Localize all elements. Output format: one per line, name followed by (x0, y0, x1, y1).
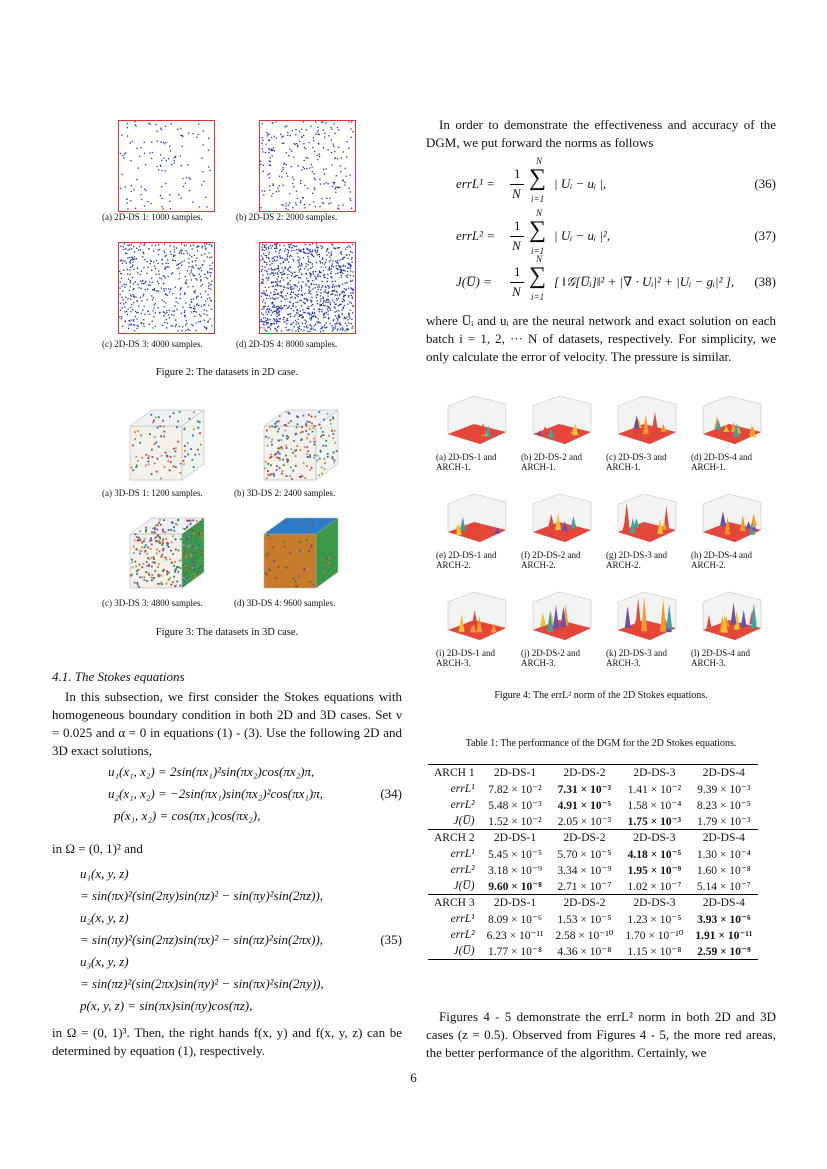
table-cell: 3.93 × 10⁻⁶ (697, 914, 751, 926)
eq38-frac-den: N (512, 284, 521, 299)
surface-plot-2 (521, 392, 595, 472)
table-cell: 6.23 × 10⁻¹¹ (486, 930, 544, 942)
eq35-line7: p(x, y, z) = sin(πx)sin(πy)cos(πz), (80, 998, 253, 1013)
norms-intro: In order to demonstrate the effectiveness and accuracy of the DGM, we put forward the norms as follows (426, 117, 776, 150)
table-row (428, 878, 758, 895)
eq38-lhs: J(U̅) = (456, 274, 492, 289)
surface-plot-5 (436, 490, 510, 570)
table-1-caption: Table 1: The performance of the DGM for the 2D Stokes equations. (465, 738, 737, 749)
surface-plot-8-svg (695, 490, 765, 548)
table-cell: 1.77 × 10⁻⁸ (481, 943, 550, 960)
figure-2 (100, 112, 360, 382)
scatter-2d-ds1 (118, 120, 215, 212)
surface-plot-3-caption: (c) 2D-DS-3 and ARCH-1. (606, 452, 667, 472)
table-cell: 9.39 × 10⁻³ (697, 784, 751, 796)
surface-plot-7 (606, 490, 680, 570)
table-cell: 1.58 × 10⁻⁴ (627, 800, 682, 812)
eq35-line2: = sin(πx)²(sin(2πy)sin(πz)² − sin(πy)²sin(2πz)), (80, 888, 324, 903)
surface-plot-1-svg (440, 392, 510, 450)
surface-plot-11-svg (610, 588, 680, 646)
closing-paragraph: Figures 4 - 5 demonstrate the errL² norm in both 2D and 3D cases (z = 0.5). Observed from Figures 4 - 5, the more red areas, the better performance of the algorithm. Certainly, we (426, 1009, 776, 1060)
table-header-cell: ARCH 1 (428, 765, 481, 782)
surface-plot-4-caption: (d) 2D-DS-4 and ARCH-1. (691, 452, 752, 472)
table-cell: 4.18 × 10⁻⁵ (627, 849, 682, 861)
table-header-cell: 2D-DS-2 (549, 895, 619, 912)
eq37-sum-bot: i=1 (531, 246, 545, 256)
table-header-row (428, 895, 758, 912)
table-row-label: J(U̅) (453, 880, 475, 892)
table-row-label: errL¹ (450, 913, 475, 925)
eq38-sum-bot: i=1 (531, 292, 545, 302)
eq38-body: [ ‖𝒢[U̅ᵢ]‖² + |∇ · Uᵢ|² + |Uᵢ − gᵢ|² ], (554, 274, 735, 289)
eq36-frac-den: N (512, 186, 521, 201)
page-number: 6 (410, 1070, 417, 1085)
equation-37 (426, 208, 776, 256)
eq35-number: (35) (380, 932, 402, 947)
cube-3d-ds2 (250, 400, 350, 488)
figure-4 (436, 392, 780, 682)
surface-plot-1-caption: (a) 2D-DS-1 and ARCH-1. (436, 452, 497, 472)
surface-plot-12-caption: (l) 2D-DS-4 and ARCH-3. (691, 648, 750, 668)
eq36-sum-bot: i=1 (531, 194, 545, 204)
surface-plot-7-svg (610, 490, 680, 548)
fig3b-caption: (b) 3D-DS 2: 2400 samples. (234, 488, 336, 498)
table-cell: 1.95 × 10⁻⁹ (627, 865, 682, 877)
eq37-sum-top: N (536, 208, 543, 218)
table-row-label: errL² (450, 799, 475, 811)
eq35-line1: u₁(x, y, z) (80, 866, 129, 881)
surface-plot-4-svg (695, 392, 765, 450)
table-header-cell: 2D-DS-4 (689, 830, 758, 847)
eq38-sum-icon: ∑ (529, 263, 547, 289)
table-row-label: errL² (450, 864, 475, 876)
table-header-cell: 2D-DS-4 (689, 765, 758, 782)
table-cell: 1.23 × 10⁻⁵ (627, 914, 682, 926)
eq36-frac-bar (510, 184, 524, 185)
table-header-cell: ARCH 2 (428, 830, 481, 847)
eq37-frac-den: N (512, 238, 521, 253)
section-paragraph: In this subsection, we first consider the Stokes equations with homogeneous boundary condition in both 2D and 3D cases. Set ν = 0.025 and α = 0 in equations (1) - (3). Use the following 2D and 3D exact solutions, (52, 689, 402, 758)
surface-plot-2-caption: (b) 2D-DS-2 and ARCH-1. (521, 452, 582, 472)
table-cell: 1.53 × 10⁻⁵ (557, 914, 612, 926)
eq37-sum-icon: ∑ (529, 217, 547, 243)
eq34-number: (34) (380, 786, 402, 801)
table-row (428, 927, 758, 943)
fig2a-caption: (a) 2D-DS 1: 1000 samples. (102, 212, 203, 222)
table-cell: 1.15 × 10⁻⁸ (619, 943, 689, 960)
table-row-label: errL² (450, 929, 475, 941)
cube-3d-ds4 (250, 508, 350, 598)
cube-3d-ds1 (116, 400, 216, 488)
surface-plot-5-svg (440, 490, 510, 548)
equation-34 (52, 764, 402, 828)
fig3a-caption: (a) 3D-DS 1: 1200 samples. (102, 488, 203, 498)
surface-plot-6-caption: (f) 2D-DS-2 and ARCH-2. (521, 550, 581, 570)
eq36-lhs: errL¹ = (456, 176, 496, 191)
table-cell: 1.52 × 10⁻² (488, 816, 542, 828)
table-header-cell: 2D-DS-3 (619, 765, 689, 782)
fig3c-caption: (c) 3D-DS 3: 4800 samples. (102, 598, 203, 608)
table-header-cell: 2D-DS-1 (481, 765, 550, 782)
scatter-2d-ds3 (118, 242, 215, 334)
eq35-line3: u₂(x, y, z) (80, 910, 129, 925)
table-cell: 5.48 × 10⁻³ (488, 800, 542, 812)
table-cell: 8.23 × 10⁻⁵ (696, 800, 751, 812)
table-cell: 1.02 × 10⁻⁷ (627, 881, 682, 893)
eq36-sum-top: N (536, 156, 543, 166)
surface-plot-11 (606, 588, 680, 668)
table-header-cell: 2D-DS-1 (481, 895, 550, 912)
surface-plot-7-caption: (g) 2D-DS-3 and ARCH-2. (606, 550, 667, 570)
table-header-cell: ARCH 3 (428, 895, 481, 912)
equation-38 (426, 254, 776, 302)
eq38-number: (38) (754, 274, 776, 289)
table-cell: 9.60 × 10⁻⁸ (488, 881, 542, 893)
table-cell: 5.70 × 10⁻⁵ (557, 849, 612, 861)
table-cell: 4.91 × 10⁻⁵ (557, 800, 612, 812)
surface-plot-4 (691, 392, 765, 472)
cube-3d-ds3 (116, 508, 216, 598)
equation-35 (52, 866, 402, 1026)
table-cell: 2.05 × 10⁻³ (557, 816, 612, 828)
table-cell: 5.45 × 10⁻⁵ (488, 849, 542, 861)
table-cell: 1.30 × 10⁻⁴ (696, 849, 751, 861)
surface-plot-10 (521, 588, 595, 668)
table-header-cell: 2D-DS-3 (619, 895, 689, 912)
eq35-line6: = sin(πz)²(sin(2πx)sin(πy)² − sin(πx)²sin(2πy)), (80, 976, 324, 991)
performance-table (428, 764, 758, 960)
table-cell: 2.71 × 10⁻⁷ (557, 881, 612, 893)
table-cell: 8.09 × 10⁻⁶ (488, 914, 542, 926)
eq37-number: (37) (754, 228, 776, 243)
table-header-row (428, 830, 758, 847)
table-row (428, 911, 758, 927)
table-row (428, 781, 758, 797)
table-cell: 5.14 × 10⁻⁷ (696, 881, 751, 893)
surface-plot-9-svg (440, 588, 510, 646)
table-row-label: errL¹ (450, 848, 475, 860)
surface-plot-1 (436, 392, 510, 472)
table-row (428, 862, 758, 878)
table-cell: 2.59 × 10⁻⁹ (689, 943, 758, 960)
eq38-frac-num: 1 (514, 264, 521, 279)
figure-3-caption: Figure 3: The datasets in 3D case. (155, 627, 299, 638)
surface-plot-8 (691, 490, 765, 570)
fig3d-caption: (d) 3D-DS 4: 9600 samples. (234, 598, 336, 608)
table-header-cell: 2D-DS-1 (481, 830, 550, 847)
surface-plot-6-svg (525, 490, 595, 548)
surface-plot-12 (691, 588, 765, 668)
eq36-body: | Uᵢ − uᵢ |, (554, 176, 607, 191)
surface-plot-9-caption: (i) 2D-DS-1 and ARCH-3. (436, 648, 495, 668)
after-35-text: in Ω = (0, 1)³. Then, the right hands f(x, y) and f(x, y, z) can be determined by equation (1), respectively. (52, 1025, 402, 1058)
surface-plot-9 (436, 588, 510, 668)
table-row (428, 797, 758, 813)
table-header-row (428, 765, 758, 782)
section-heading: 4.1. The Stokes equations (52, 669, 185, 684)
eq35-line5: u₃(x, y, z) (80, 954, 129, 969)
table-cell: 7.31 × 10⁻³ (557, 784, 612, 796)
table-header-cell: 2D-DS-3 (619, 830, 689, 847)
table-row (428, 813, 758, 830)
table-row (428, 846, 758, 862)
table-cell: 3.34 × 10⁻⁹ (557, 865, 612, 877)
table-header-cell: 2D-DS-4 (689, 895, 758, 912)
where-paragraph: where U̅ᵢ and uᵢ are the neural network and exact solution on each batch i = 1, 2, ··· N of datasets, respectively. For simplicity, we only calculate the error of velocity. The pressure is similar. (426, 313, 776, 364)
surface-plot-8-caption: (h) 2D-DS-4 and ARCH-2. (691, 550, 752, 570)
surface-plot-10-caption: (j) 2D-DS-2 and ARCH-3. (521, 648, 580, 668)
table-header-cell: 2D-DS-2 (549, 830, 619, 847)
table-cell: 1.75 × 10⁻³ (627, 816, 682, 828)
eq34-line3: p(x₁, x₂) = cos(πx₁)cos(πx₂), (114, 808, 261, 823)
surface-plot-11-caption: (k) 2D-DS-3 and ARCH-3. (606, 648, 667, 668)
table-header-cell: 2D-DS-2 (549, 765, 619, 782)
eq38-frac-bar (510, 282, 524, 283)
surface-plot-3-svg (610, 392, 680, 450)
table-row (428, 943, 758, 960)
scatter-2d-ds2 (259, 120, 356, 212)
eq36-sum-icon: ∑ (529, 165, 547, 191)
eq35-line4: = sin(πy)²(sin(2πz)sin(πx)² − sin(πz)²sin(2πx)), (80, 932, 324, 947)
table-row-label: errL¹ (450, 783, 475, 795)
eq37-lhs: errL² = (456, 228, 496, 243)
after-34-text: in Ω = (0, 1)² and (52, 841, 143, 856)
table-cell: 1.70 × 10⁻¹⁰ (625, 930, 684, 942)
table-row-label: J(U̅) (453, 815, 475, 827)
eq37-frac-bar (510, 236, 524, 237)
table-cell: 1.41 × 10⁻² (627, 784, 682, 796)
equation-36 (426, 156, 776, 204)
surface-plot-10-svg (525, 588, 595, 646)
eq38-sum-top: N (536, 254, 543, 264)
fig2d-caption: (d) 2D-DS 4: 8000 samples. (236, 339, 338, 349)
table-cell: 1.79 × 10⁻³ (697, 816, 751, 828)
eq34-line1: u₁(x₁, x₂) = 2sin(πx₁)²sin(πx₂)cos(πx₂)π, (108, 764, 315, 779)
table-cell: 3.18 × 10⁻⁹ (488, 865, 542, 877)
eq36-number: (36) (754, 176, 776, 191)
table-cell: 7.82 × 10⁻² (488, 784, 542, 796)
table-cell: 2.58 × 10⁻¹⁰ (555, 930, 614, 942)
surface-plot-2-svg (525, 392, 595, 450)
surface-plot-6 (521, 490, 595, 570)
surface-plot-3 (606, 392, 680, 472)
eq37-body: | Uᵢ − uᵢ |², (554, 228, 611, 243)
eq36-frac-num: 1 (514, 166, 521, 181)
fig2b-caption: (b) 2D-DS 2: 2000 samples. (236, 212, 338, 222)
figure-3 (100, 400, 370, 620)
eq37-frac-num: 1 (514, 218, 521, 233)
table-cell: 1.91 × 10⁻¹¹ (695, 930, 753, 942)
table-cell: 4.36 × 10⁻⁸ (549, 943, 619, 960)
figure-4-caption: Figure 4: The errL² norm of the 2D Stokes equations. (494, 690, 708, 701)
surface-plot-5-caption: (e) 2D-DS-1 and ARCH-2. (436, 550, 497, 570)
scatter-2d-ds4 (259, 242, 356, 334)
figure-2-caption: Figure 2: The datasets in 2D case. (155, 367, 299, 378)
fig2c-caption: (c) 2D-DS 3: 4000 samples. (102, 339, 203, 349)
table-row-label: J(U̅) (428, 943, 481, 960)
eq34-line2: u₂(x₁, x₂) = −2sin(πx₁)sin(πx₂)²cos(πx₁)π, (108, 786, 324, 801)
surface-plot-12-svg (695, 588, 765, 646)
table-cell: 1.60 × 10⁻⁸ (696, 865, 751, 877)
